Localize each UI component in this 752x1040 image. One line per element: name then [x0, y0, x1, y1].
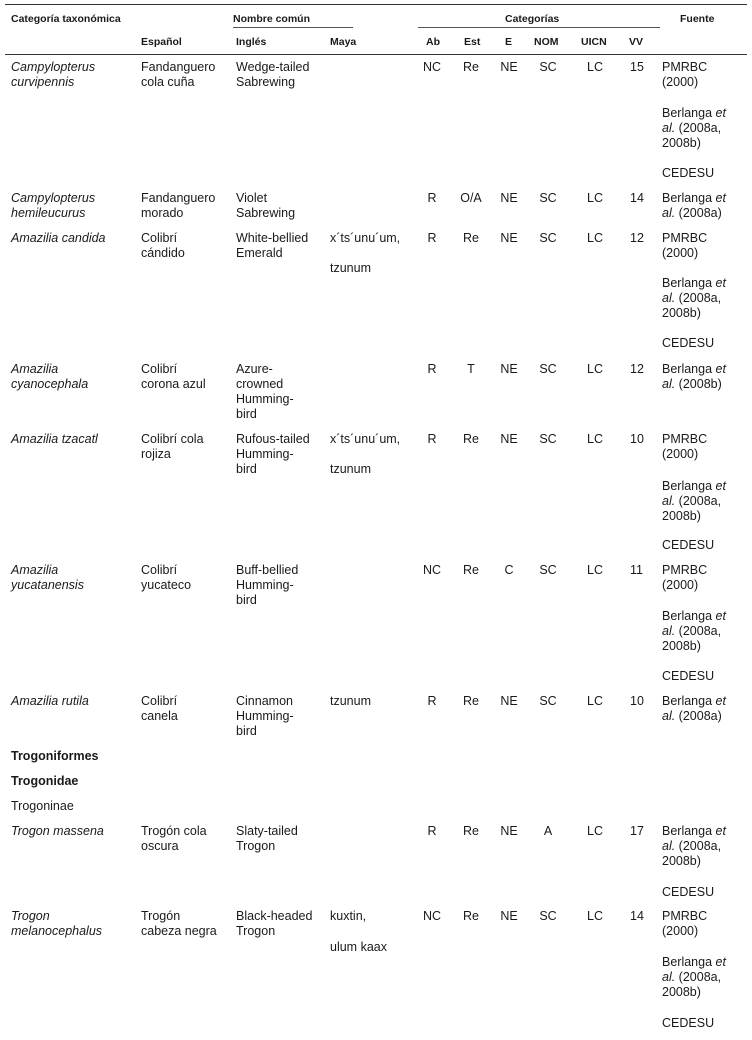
- e-value: NE: [500, 191, 518, 205]
- header-e: E: [505, 36, 513, 48]
- vv-value: 14: [630, 909, 644, 923]
- ab-value: R: [427, 824, 437, 838]
- vv-value: 15: [630, 60, 644, 74]
- table-top-rule: [5, 4, 747, 5]
- source-text: CEDESU: [662, 1016, 715, 1030]
- english-name: Azure- crowned Humming- bird: [236, 362, 294, 421]
- ab-value: NC: [422, 60, 442, 74]
- taxon-name: Amazilia yucatanensis: [11, 563, 84, 592]
- uicn-value: LC: [587, 824, 603, 838]
- spanish-name: Trogón cola oscura: [141, 824, 207, 853]
- nom-value: SC: [539, 191, 557, 205]
- ab-value: R: [427, 694, 437, 708]
- taxon-name: Trogon melanocephalus: [11, 909, 103, 938]
- header-categorias: Categorías: [505, 13, 560, 25]
- vv-value: 10: [630, 694, 644, 708]
- english-name: Rufous-tailed Humming- bird: [236, 432, 310, 476]
- est-value: Re: [463, 231, 479, 245]
- e-value: NE: [500, 694, 518, 708]
- source-text: Berlanga et al. (2008a): [662, 191, 726, 220]
- source-text: PMRBC (2000): [662, 231, 708, 260]
- source-text: CEDESU: [662, 538, 715, 552]
- nom-value: SC: [539, 362, 557, 376]
- est-value: Re: [463, 694, 479, 708]
- header-est: Est: [464, 36, 481, 48]
- spanish-name: Colibrí yucateco: [141, 563, 192, 592]
- subfamily-heading: Trogoninae: [11, 799, 74, 813]
- spanish-name: Colibrí canela: [141, 694, 178, 723]
- ab-value: R: [427, 231, 437, 245]
- source-text: CEDESU: [662, 885, 715, 899]
- vv-value: 12: [630, 231, 644, 245]
- maya-name: ulum kaax: [330, 940, 387, 954]
- english-name: Black-headed Trogon: [236, 909, 313, 938]
- order-heading: Trogoniformes: [11, 749, 99, 763]
- uicn-value: LC: [587, 362, 603, 376]
- english-name: Buff-bellied Humming- bird: [236, 563, 299, 607]
- maya-name: tzunum: [330, 261, 371, 275]
- nom-value: A: [543, 824, 553, 838]
- ab-value: R: [427, 362, 437, 376]
- uicn-value: LC: [587, 563, 603, 577]
- english-name: White-bellied Emerald: [236, 231, 309, 260]
- spanish-name: Fandanguero morado: [141, 191, 216, 220]
- vv-value: 11: [630, 563, 643, 577]
- header-espanol: Español: [141, 36, 182, 48]
- nom-value: SC: [539, 694, 557, 708]
- source-text: CEDESU: [662, 336, 715, 350]
- e-value: NE: [500, 432, 518, 446]
- english-name: Slaty-tailed Trogon: [236, 824, 298, 853]
- e-value: NE: [500, 60, 518, 74]
- taxon-name: Campylopterus curvipennis: [11, 60, 96, 89]
- est-value: Re: [463, 824, 479, 838]
- uicn-value: LC: [587, 231, 603, 245]
- e-value: NE: [500, 824, 518, 838]
- family-heading: Trogonidae: [11, 774, 79, 788]
- taxon-name: Amazilia cyanocephala: [11, 362, 89, 391]
- header-maya: Maya: [330, 36, 357, 48]
- taxon-name: Amazilia tzacatl: [11, 432, 98, 446]
- header-vv: VV: [629, 36, 644, 48]
- e-value: NE: [500, 909, 518, 923]
- est-value: Re: [463, 909, 479, 923]
- header-bottom-rule: [5, 54, 747, 55]
- header-taxon: Categoría taxonómica: [11, 13, 121, 25]
- maya-name: x´ts´unu´um,: [330, 231, 401, 245]
- e-value: NE: [500, 231, 518, 245]
- est-value: T: [467, 362, 475, 376]
- source-text: Berlanga et al. (2008a, 2008b): [662, 824, 726, 868]
- spanish-name: Colibrí cola rojiza: [141, 432, 204, 461]
- taxon-name: Trogon massena: [11, 824, 104, 838]
- spanish-name: Fandanguero cola cuña: [141, 60, 216, 89]
- source-text: Berlanga et al. (2008a, 2008b): [662, 106, 726, 150]
- header-uicn: UICN: [581, 36, 607, 48]
- vv-value: 12: [630, 362, 644, 376]
- maya-name: tzunum: [330, 462, 371, 476]
- source-text: CEDESU: [662, 166, 715, 180]
- maya-name: tzunum: [330, 694, 371, 708]
- ab-value: R: [427, 191, 437, 205]
- uicn-value: LC: [587, 909, 603, 923]
- nom-value: SC: [539, 231, 557, 245]
- ab-value: NC: [422, 563, 442, 577]
- est-value: Re: [463, 60, 479, 74]
- vv-value: 10: [630, 432, 644, 446]
- source-text: Berlanga et al. (2008a): [662, 694, 726, 723]
- ab-value: NC: [422, 909, 442, 923]
- uicn-value: LC: [587, 694, 603, 708]
- source-text: Berlanga et al. (2008a, 2008b): [662, 955, 726, 999]
- source-text: Berlanga et al. (2008a, 2008b): [662, 609, 726, 653]
- header-ab: Ab: [426, 36, 440, 48]
- source-text: Berlanga et al. (2008a, 2008b): [662, 276, 726, 320]
- taxon-name: Amazilia candida: [11, 231, 106, 245]
- source-text: Berlanga et al. (2008a, 2008b): [662, 479, 726, 523]
- uicn-value: LC: [587, 191, 603, 205]
- nom-value: SC: [539, 60, 557, 74]
- taxon-name: Campylopterus hemileucurus: [11, 191, 96, 220]
- nom-value: SC: [539, 563, 557, 577]
- est-value: Re: [463, 563, 479, 577]
- english-name: Cinnamon Humming- bird: [236, 694, 294, 738]
- header-fuente: Fuente: [680, 13, 715, 25]
- e-value: NE: [500, 362, 518, 376]
- vv-value: 17: [630, 824, 644, 838]
- english-name: Wedge-tailed Sabrewing: [236, 60, 310, 89]
- source-text: PMRBC (2000): [662, 432, 708, 461]
- english-name: Violet Sabrewing: [236, 191, 296, 220]
- uicn-value: LC: [587, 432, 603, 446]
- uicn-value: LC: [587, 60, 603, 74]
- categorias-rule: [418, 27, 660, 28]
- spanish-name: Colibrí cándido: [141, 231, 185, 260]
- vv-value: 14: [630, 191, 644, 205]
- nom-value: SC: [539, 909, 557, 923]
- est-value: O/A: [460, 191, 482, 205]
- source-text: CEDESU: [662, 669, 715, 683]
- maya-name: kuxtin,: [330, 909, 367, 923]
- source-text: PMRBC (2000): [662, 60, 708, 89]
- ab-value: R: [427, 432, 437, 446]
- spanish-name: Colibrí corona azul: [141, 362, 206, 391]
- maya-name: x´ts´unu´um,: [330, 432, 401, 446]
- header-common-name: Nombre común: [233, 13, 311, 25]
- header-ingles: Inglés: [236, 36, 267, 48]
- spanish-name: Trogón cabeza negra: [141, 909, 217, 938]
- header-nom: NOM: [534, 36, 559, 48]
- common-name-rule: [233, 27, 353, 28]
- est-value: Re: [463, 432, 479, 446]
- source-text: PMRBC (2000): [662, 909, 708, 938]
- e-value: C: [504, 563, 514, 577]
- nom-value: SC: [539, 432, 557, 446]
- taxon-name: Amazilia rutila: [11, 694, 89, 708]
- source-text: PMRBC (2000): [662, 563, 708, 592]
- source-text: Berlanga et al. (2008b): [662, 362, 726, 391]
